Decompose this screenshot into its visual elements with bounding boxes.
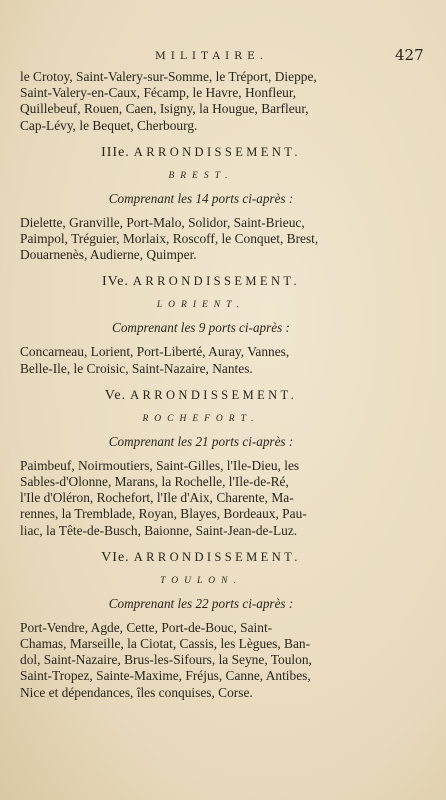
section-heading [20, 273, 382, 290]
section-comprenant: Comprenant les 21 ports ci-après : [108, 433, 294, 449]
section-title: ARRONDISSEMENT. [132, 274, 301, 289]
section-heading [20, 144, 382, 161]
text-line: Chamas, Marseille, la Ciotat, Cassis, les Lègues, Ban- [20, 636, 311, 652]
text-line: Cap-Lévy, le Bequet, Cherbourg. [20, 117, 198, 133]
text-line: Quillebeuf, Rouen, Caen, Isigny, la Hougue, Barfleur, [20, 101, 309, 117]
section-title: ARRONDISSEMENT. [133, 549, 301, 564]
text-line: Paimpol, Tréguier, Morlaix, Roscoff, le Conquet, Brest, [20, 231, 319, 247]
text-line: Sables-d'Olonne, Marans, la Rochelle, l'Ile-de-Ré, [20, 474, 289, 490]
section-iii [20, 144, 382, 264]
section-v [20, 387, 382, 539]
text-line: rennes, la Tremblade, Royan, Blayes, Bordeaux, Pau- [20, 506, 307, 522]
section-heading [20, 549, 382, 566]
text-line: Port-Vendre, Agde, Cette, Port-de-Bouc, Saint- [20, 619, 273, 635]
section-city: BREST. [168, 170, 234, 181]
section-number: VIe. [101, 549, 130, 565]
section-iv [20, 273, 382, 376]
text-line: Nice et dépendances, îles conquises, Corse. [20, 684, 253, 700]
section-number: IIIe. [101, 144, 130, 160]
text-line: Douarnenès, Audierne, Quimper. [20, 247, 197, 263]
section-comprenant: Comprenant les 14 ports ci-après : [108, 190, 294, 206]
section-number: Ve. [104, 387, 127, 403]
section-comprenant: Comprenant les 9 ports ci-après : [112, 320, 290, 336]
section-heading [20, 387, 382, 404]
continuation-paragraph [20, 69, 382, 134]
section-city: LORIENT. [156, 300, 246, 311]
running-title: MILITAIRE. [155, 50, 269, 62]
text-line: Paimbeuf, Noirmoutiers, Saint-Gilles, l'Ile-Dieu, les [20, 457, 300, 473]
text-line: liac, la Tête-de-Busch, Baionne, Saint-Jean-de-Luz. [20, 522, 298, 538]
text-line: Belle-Ile, le Croisic, Saint-Nazaire, Nantes. [20, 360, 253, 376]
page-number: 427 [395, 46, 424, 64]
section-city: TOULON. [160, 575, 242, 586]
page-body [20, 69, 382, 701]
text-line: le Crotoy, Saint-Valery-sur-Somme, le Tréport, Dieppe, [20, 69, 317, 84]
section-number: IVe. [101, 274, 129, 290]
text-line: l'Ile d'Oléron, Rochefort, l'Ile d'Aix, Charente, Ma- [20, 490, 294, 506]
section-comprenant: Comprenant les 22 ports ci-après : [108, 595, 294, 611]
section-title: ARRONDISSEMENT. [133, 144, 301, 159]
text-line: Concarneau, Lorient, Port-Liberté, Auray, Vannes, [20, 344, 290, 360]
text-line: Saint-Tropez, Sainte-Maxime, Fréjus, Canne, Antibes, [20, 668, 311, 684]
page-header [0, 46, 446, 70]
section-city: ROCHEFORT. [142, 413, 260, 424]
section-vi [20, 549, 382, 701]
text-line: Saint-Valery-en-Caux, Fécamp, le Havre, Honfleur, [20, 85, 297, 101]
text-line: dol, Saint-Nazaire, Brus-les-Sifours, la Seyne, Toulon, [20, 652, 312, 668]
section-title: ARRONDISSEMENT. [130, 387, 298, 402]
text-line: Dielette, Granville, Port-Malo, Solidor, Saint-Brieuc, [20, 214, 305, 230]
